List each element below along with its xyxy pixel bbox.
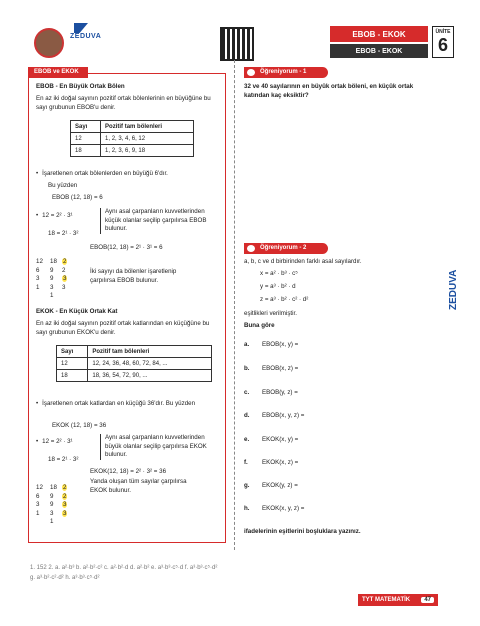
page-footer bbox=[358, 594, 438, 606]
buna-gore: Buna göre bbox=[244, 322, 275, 329]
item-expression[interactable]: EBOB(x, y) = bbox=[262, 341, 299, 348]
section-tag-label: Öğreniyorum - 1 bbox=[260, 69, 307, 75]
section-tag-1 bbox=[244, 67, 328, 78]
ladder-divisor: 3 bbox=[62, 283, 66, 291]
table-header: Pozitif tam bölenleri bbox=[88, 346, 212, 358]
qr-code[interactable] bbox=[220, 27, 254, 61]
closing-text: ifadelerinin eşitlerini boşluklara yazınız. bbox=[244, 528, 361, 535]
ladder-cell: 3 bbox=[36, 275, 40, 283]
section-tag-label: Öğreniyorum - 2 bbox=[260, 245, 307, 251]
ebob-definition: En az iki doğal sayının pozitif ortak bölenlerinin en büyüğüne bu sayı grubunun EBOB'u denir. bbox=[36, 95, 211, 111]
ladder-cell: 1 bbox=[50, 518, 54, 526]
unit-number: 6 bbox=[437, 35, 448, 55]
section-tag: EBOB ve EKOK bbox=[28, 67, 88, 78]
given-x: x = a² · b³ · c⁵ bbox=[260, 270, 298, 277]
table-header: Pozitif tam bölenleri bbox=[101, 121, 194, 133]
table-header: Sayı bbox=[71, 121, 101, 133]
rule-note: Aynı asal çarpanların kuvvetlerinden küçük olanlar seçilip çarpılırsa EBOB bulunur. bbox=[100, 208, 218, 234]
table-row bbox=[57, 358, 212, 370]
formula: • 12 = 2² · 3¹ bbox=[36, 438, 73, 447]
table-header: Sayı bbox=[57, 346, 88, 358]
given-text: eşitlikleri verilmiştir. bbox=[244, 310, 297, 317]
divisors-table bbox=[70, 120, 194, 157]
ladder-divisor: 3 bbox=[63, 275, 67, 283]
table-cell: 18, 36, 54, 72, 90, ... bbox=[88, 370, 212, 382]
table-cell: 12, 24, 36, 48, 60, 72, 84, ... bbox=[88, 358, 212, 370]
item-expression[interactable]: EBOB(y, z) = bbox=[262, 389, 298, 396]
speaker-icon bbox=[247, 69, 255, 76]
ladder-cell: 9 bbox=[50, 275, 54, 283]
item-letter: g. bbox=[244, 482, 250, 489]
ebob-title: EBOB - En Büyük Ortak Bölen bbox=[36, 83, 125, 90]
given-z: z = a³ · b² · c² · d² bbox=[260, 296, 309, 303]
table-cell: 18 bbox=[71, 145, 101, 157]
table-cell: 12 bbox=[57, 358, 88, 370]
table-cell: 12 bbox=[71, 133, 101, 145]
ladder-cell: 6 bbox=[36, 492, 40, 500]
page-number: 47 bbox=[421, 597, 434, 603]
section-tag-2 bbox=[244, 243, 328, 254]
item-expression[interactable]: EBOB(x, z) = bbox=[262, 365, 299, 372]
column-divider bbox=[234, 60, 235, 550]
table-row bbox=[71, 145, 194, 157]
answer-line: 1. 152 2. a. a²·b³ b. a²·b²·c² c. a²·b²·d d. a²·b² e. a³·b³·c⁵·d f. a³·b³·c⁵·d² bbox=[30, 565, 218, 571]
ladder-cell: 9 bbox=[50, 501, 54, 509]
division-ladder bbox=[36, 484, 80, 527]
speaker-icon bbox=[247, 245, 255, 252]
ladder-cell: 9 bbox=[50, 492, 54, 500]
ladder-divisor: 2 bbox=[63, 492, 67, 500]
ladder-cell: 1 bbox=[36, 283, 40, 291]
table-cell: 1, 2, 3, 6, 9, 18 bbox=[101, 145, 194, 157]
formula: • 12 = 2² · 3¹ bbox=[36, 212, 73, 221]
ladder-cell: 6 bbox=[36, 266, 40, 274]
ladder-note: Yanda oluşan tüm sayılar çarpılırsa EKOK bulunur. bbox=[90, 478, 187, 494]
question-1: 32 ve 40 sayılarının en büyük ortak böleni, en küçük ortak katından kaç eksiktir? bbox=[244, 83, 414, 99]
item-expression[interactable]: EKOK(x, y, z) = bbox=[262, 505, 305, 512]
item-letter: c. bbox=[244, 389, 250, 396]
ladder-cell: 1 bbox=[50, 292, 54, 300]
answer-line: g. a³·b²·c²·d² h. a³·b³·c⁵·d² bbox=[30, 575, 100, 581]
author-avatar bbox=[34, 28, 64, 58]
unit-badge bbox=[432, 26, 454, 58]
ladder-divisor: 2 bbox=[62, 266, 66, 274]
ladder-cell: 12 bbox=[36, 484, 43, 491]
ladder-cell: 12 bbox=[36, 258, 43, 265]
item-expression[interactable]: EKOK(x, z) = bbox=[262, 459, 299, 466]
item-expression[interactable]: EKOK(x, y) = bbox=[262, 436, 299, 443]
ekok-calc: EKOK(12, 18) = 2² · 3² = 36 bbox=[90, 468, 167, 475]
ebob-result: EBOB (12, 18) = 6 bbox=[52, 194, 103, 201]
header-title: EBOB - EKOK bbox=[330, 26, 428, 42]
subject-label: TYT MATEMATİK bbox=[362, 597, 411, 603]
text-line: Bu yüzden bbox=[48, 182, 78, 189]
ladder-cell: 1 bbox=[36, 509, 40, 517]
item-letter: f. bbox=[244, 459, 248, 466]
ladder-cell: 3 bbox=[36, 501, 40, 509]
ladder-divisor: 2 bbox=[63, 484, 67, 491]
given-y: y = a³ · b² · d bbox=[260, 283, 296, 290]
answer-key bbox=[30, 563, 460, 583]
ladder-divisor: 3 bbox=[63, 501, 67, 509]
division-ladder bbox=[36, 258, 80, 301]
item-expression[interactable]: EBOB(x, y, z) = bbox=[262, 412, 305, 419]
ladder-divisor: 3 bbox=[63, 509, 67, 517]
ladder-cell: 9 bbox=[50, 266, 54, 274]
item-letter: e. bbox=[244, 436, 250, 443]
ladder-note: İki sayıyı da bölenler işaretlenip çarpılırsa EBOB bulunur. bbox=[90, 268, 177, 284]
rule-note: Aynı asal çarpanların kuvvetlerinden büyük olanlar seçilip çarpılırsa EKOK bulunur. bbox=[100, 434, 218, 460]
note-line: • İşaretlenen ortak bölenlerden en büyüğü 6'dır. bbox=[36, 170, 220, 179]
table-row bbox=[57, 370, 212, 382]
ekok-result: EKOK (12, 18) = 36 bbox=[52, 422, 107, 429]
unit-label: ÜNİTE bbox=[435, 29, 451, 35]
formula: 18 = 2¹ · 3² bbox=[48, 456, 79, 463]
item-letter: b. bbox=[244, 365, 250, 372]
item-letter: a. bbox=[244, 341, 250, 348]
ladder-cell: 18 bbox=[50, 258, 57, 265]
ekok-definition: En az iki doğal sayının pozitif ortak katlarından en küçüğüne bu sayı grubunun EKOK'u denir. bbox=[36, 320, 210, 336]
ladder-divisor: 2 bbox=[63, 258, 67, 265]
formula: 18 = 2¹ · 3² bbox=[48, 230, 79, 237]
table-cell: 1, 2, 3, 4, 6, 12 bbox=[101, 133, 194, 145]
table-row bbox=[71, 133, 194, 145]
intro-text: a, b, c ve d birbirinden farklı asal sayılardır. bbox=[244, 258, 362, 265]
table-cell: 18 bbox=[57, 370, 88, 382]
item-expression[interactable]: EKOK(y, z) = bbox=[262, 482, 298, 489]
header-subtitle: EBOB - EKOK bbox=[330, 44, 428, 58]
multiples-table bbox=[56, 345, 212, 382]
ladder-cell: 3 bbox=[50, 283, 54, 291]
ekok-title: EKOK - En Küçük Ortak Kat bbox=[36, 308, 118, 315]
ladder-cell: 18 bbox=[50, 484, 57, 491]
note-line: • İşaretlenen ortak katlardan en küçüğü 36'dır. Bu yüzden bbox=[36, 400, 216, 409]
side-brand: ZEDUVA bbox=[448, 269, 459, 311]
item-letter: h. bbox=[244, 505, 250, 512]
brand-name: ZEDUVA bbox=[70, 33, 102, 40]
ebob-calc: EBOB(12, 18) = 2¹ · 3¹ = 6 bbox=[90, 244, 163, 251]
ladder-cell: 3 bbox=[50, 509, 54, 517]
item-letter: d. bbox=[244, 412, 250, 419]
